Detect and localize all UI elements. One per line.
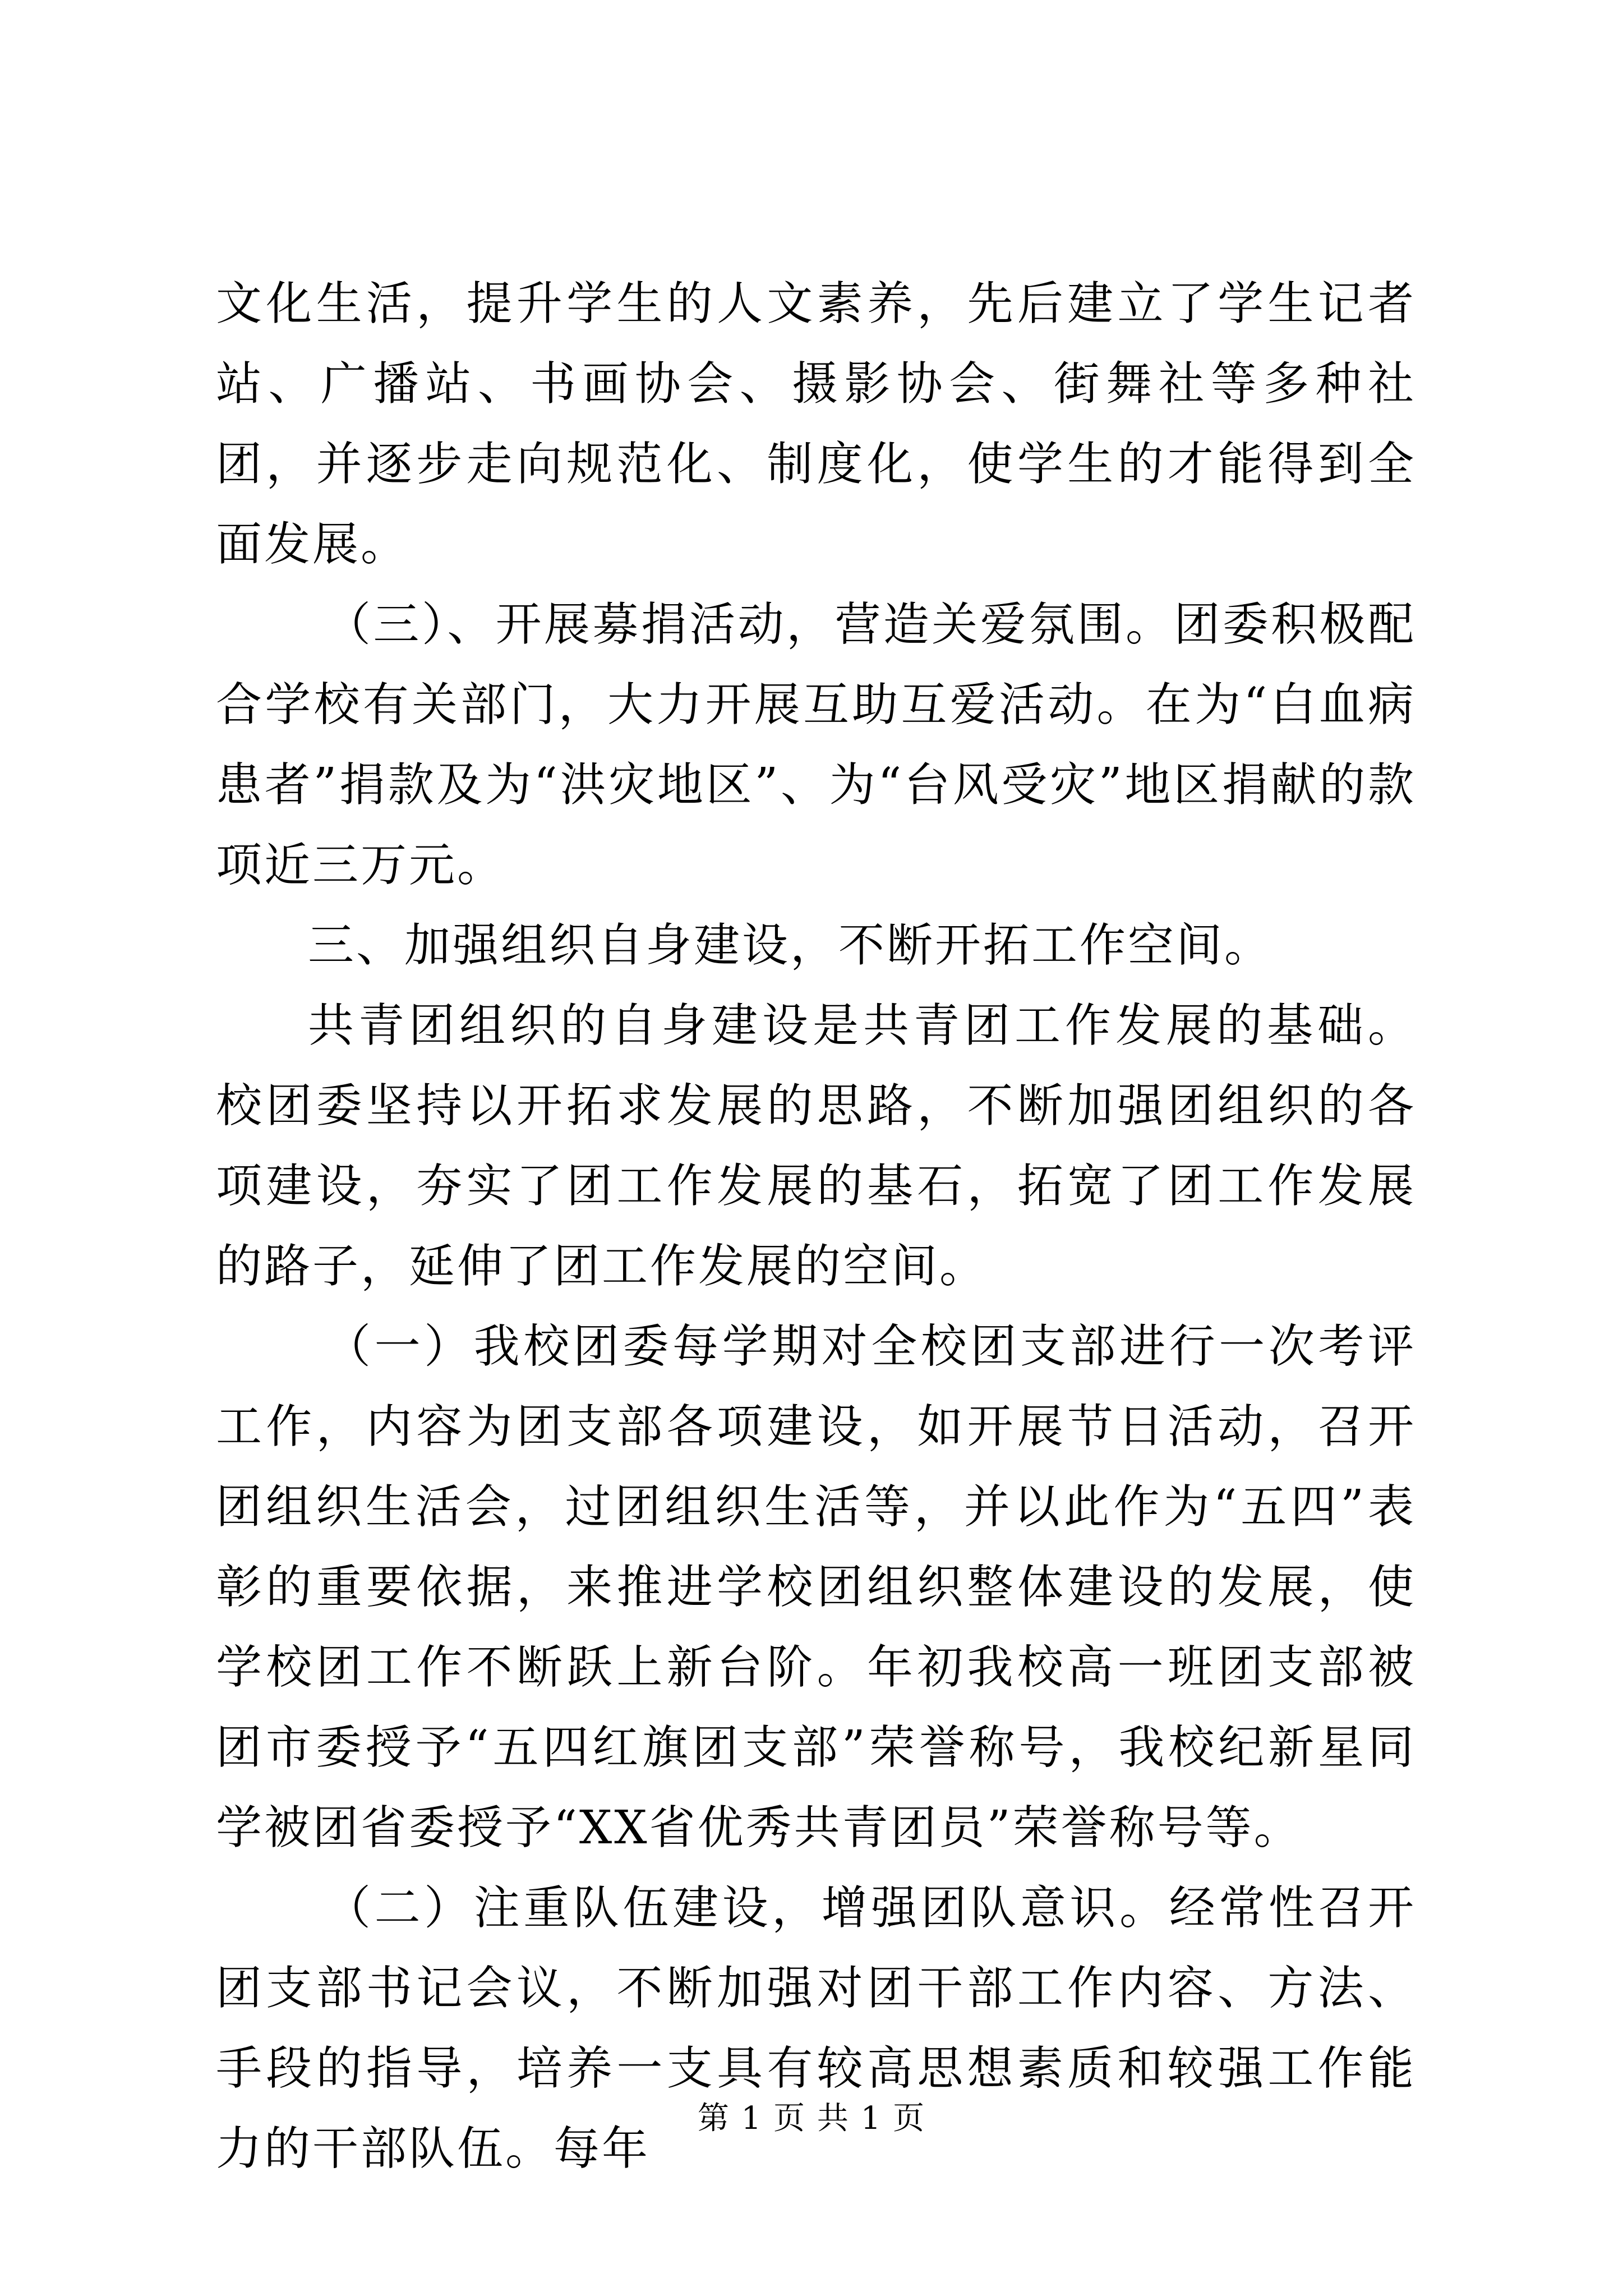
section-heading-3: 三、加强组织自身建设，不断开拓工作空间。 bbox=[308, 919, 1273, 972]
page-number-footer: 第 1 页 共 1 页 bbox=[697, 2100, 926, 2137]
paragraph-subsection-1: （一）我校团委每学期对全校团支部进行一次考评工作，内容为团支部各项建设，如开展节日活动，召开团组织生活会，过团组织生活等，并以此作为“五四”表彰的重要依据，来推进学校团组织整体建设的发展，使学校团工作不断跃上新台阶。年初我校高一班团支部被团市委授予“五四红旗团支部”荣誉称号，我校纪新星同学被团省委授予“XX省优秀共青团员”荣誉称号等。 bbox=[216, 1320, 1416, 1855]
document-body bbox=[216, 264, 1416, 2189]
paragraph-self-construction: 共青团组织的自身建设是共青团工作发展的基础。校团委坚持以开拓求发展的思路，不断加强团组织的各项建设，夯实了团工作发展的基石，拓宽了团工作发展的路子，延伸了团工作发展的空间。 bbox=[216, 999, 1416, 1293]
paragraph-subsection-2: （二）注重队伍建设，增强团队意识。经常性召开团支部书记会议，不断加强对团干部工作内容、方法、手段的指导，培养一支具有较高思想素质和较强工作能力的干部队伍。每年 bbox=[216, 1881, 1416, 2175]
paragraph-section-3-fundraising: （三）、开展募捐活动，营造关爱氛围。团委积极配合学校有关部门，大力开展互助互爱活动。在为“白血病患者”捐款及为“洪灾地区”、为“台风受灾”地区捐献的款项近三万元。 bbox=[216, 598, 1416, 892]
paragraph-continuation: 文化生活，提升学生的人文素养，先后建立了学生记者站、广播站、书画协会、摄影协会、街舞社等多种社团，并逐步走向规范化、制度化，使学生的才能得到全面发展。 bbox=[216, 277, 1416, 571]
